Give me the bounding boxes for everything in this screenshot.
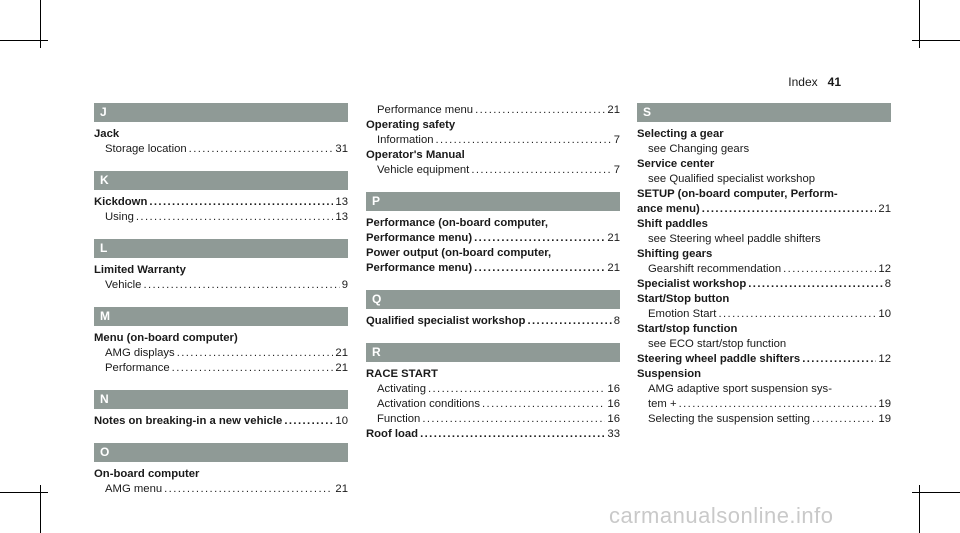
leader-dots (812, 412, 876, 427)
index-entry[interactable] (637, 277, 891, 292)
entry-text: Suspension (637, 368, 702, 380)
index-subentry[interactable] (94, 361, 348, 376)
entry-text: SETUP (on-board computer, Perform- (637, 188, 838, 200)
index-column-3 (637, 103, 891, 427)
entry-text: On-board computer (94, 468, 200, 480)
index-subentry[interactable] (637, 172, 891, 187)
section-letter-bar: S (637, 103, 891, 122)
index-subentry[interactable] (94, 346, 348, 361)
section-letter-bar: M (94, 307, 348, 326)
index-entry[interactable] (366, 314, 620, 329)
index-entry[interactable] (637, 292, 891, 307)
entry-text: Emotion Start (648, 308, 717, 320)
leader-dots (422, 412, 605, 427)
index-subentry[interactable] (637, 382, 891, 397)
index-subentry[interactable] (637, 262, 891, 277)
leader-dots (802, 352, 876, 367)
section-entries (366, 367, 620, 442)
entry-page-number: 21 (607, 262, 620, 274)
entry-text: Gearshift recommendation (648, 263, 782, 275)
index-subentry[interactable] (366, 103, 620, 118)
entry-text: Specialist workshop (637, 278, 747, 290)
leader-dots (471, 163, 611, 178)
index-entry[interactable] (94, 127, 348, 142)
index-subentry[interactable] (637, 307, 891, 322)
index-entry[interactable] (366, 427, 620, 442)
entry-text: Activating (377, 383, 426, 395)
section-entries (94, 127, 348, 157)
index-subentry[interactable] (366, 397, 620, 412)
entry-text: Start/stop function (637, 323, 738, 335)
entry-text: Kickdown (94, 196, 148, 208)
section-entries (94, 414, 348, 429)
entry-page-number: 21 (607, 232, 620, 244)
index-entry[interactable] (637, 367, 891, 382)
entry-text: ance menu) (637, 203, 700, 215)
leader-dots (474, 261, 605, 276)
leader-dots (420, 427, 605, 442)
entry-text: Information (377, 134, 434, 146)
crop-mark (0, 40, 48, 41)
index-entry[interactable] (94, 263, 348, 278)
entry-text: Shift paddles (637, 218, 708, 230)
entry-text: Qualified specialist workshop (366, 315, 526, 327)
leader-dots (172, 361, 334, 376)
entry-text: AMG adaptive sport suspension sys- (648, 383, 832, 395)
index-entry[interactable] (637, 352, 891, 367)
entry-text: Activation conditions (377, 398, 480, 410)
leader-dots (474, 231, 605, 246)
entry-text: Vehicle equipment (377, 164, 470, 176)
section-entries (366, 103, 620, 178)
entry-page-number: 10 (335, 415, 348, 427)
index-entry[interactable] (94, 467, 348, 482)
index-subentry[interactable] (637, 232, 891, 247)
index-entry[interactable] (637, 157, 891, 172)
entry-text: Performance (on-board computer, (366, 217, 549, 229)
index-subentry[interactable] (94, 210, 348, 225)
leader-dots (482, 397, 605, 412)
entry-page-number: 21 (335, 483, 348, 495)
index-entry[interactable] (94, 414, 348, 429)
entry-page-number: 12 (878, 353, 891, 365)
section-letter-bar: J (94, 103, 348, 122)
entry-page-number: 21 (335, 347, 348, 359)
leader-dots (436, 133, 612, 148)
entry-page-number: 21 (335, 362, 348, 374)
entry-text: Performance menu) (366, 232, 473, 244)
entry-page-number: 9 (341, 279, 348, 291)
index-entry[interactable] (366, 231, 620, 246)
entry-text: see Steering wheel paddle shifters (648, 233, 821, 245)
index-entry[interactable] (94, 195, 348, 210)
page-header (788, 75, 841, 89)
entry-text: Limited Warranty (94, 264, 186, 276)
section-letter-bar: R (366, 343, 620, 362)
entry-page-number: 13 (335, 211, 348, 223)
index-subentry[interactable] (366, 382, 620, 397)
entry-text: Roof load (366, 428, 419, 440)
entry-page-number: 16 (607, 383, 620, 395)
index-subentry[interactable] (366, 412, 620, 427)
index-entry[interactable] (637, 187, 891, 202)
header-label: Index (788, 75, 818, 89)
index-subentry[interactable] (94, 482, 348, 497)
leader-dots (527, 314, 611, 329)
section-letter-bar: N (94, 390, 348, 409)
entry-text: Shifting gears (637, 248, 713, 260)
entry-page-number: 31 (335, 143, 348, 155)
section-entries (366, 314, 620, 329)
index-subentry[interactable] (637, 337, 891, 352)
entry-text: Vehicle (105, 279, 142, 291)
entry-text: Steering wheel paddle shifters (637, 353, 801, 365)
index-entry[interactable] (637, 322, 891, 337)
entry-text: see Qualified specialist workshop (648, 173, 816, 185)
index-subentry[interactable] (94, 142, 348, 157)
section-letter-bar: K (94, 171, 348, 190)
index-subentry[interactable] (637, 142, 891, 157)
leader-dots (748, 277, 882, 292)
entry-text: Function (377, 413, 421, 425)
section-entries (637, 127, 891, 427)
entry-text: see Changing gears (648, 143, 750, 155)
entry-page-number: 19 (878, 398, 891, 410)
section-letter-bar: P (366, 192, 620, 211)
leader-dots (284, 414, 333, 429)
entry-text: Performance menu) (366, 262, 473, 274)
entry-text: Selecting a gear (637, 128, 724, 140)
leader-dots (143, 278, 339, 293)
entry-page-number: 21 (607, 104, 620, 116)
entry-text: Operating safety (366, 119, 456, 131)
index-subentry[interactable] (366, 133, 620, 148)
entry-text: AMG menu (105, 483, 163, 495)
entry-text: Service center (637, 158, 715, 170)
section-entries (94, 331, 348, 376)
index-entry[interactable] (366, 246, 620, 261)
entry-page-number: 16 (607, 398, 620, 410)
index-entry[interactable] (637, 217, 891, 232)
entry-text: RACE START (366, 368, 438, 380)
section-entries (366, 216, 620, 276)
entry-page-number: 8 (884, 278, 891, 290)
entry-page-number: 10 (878, 308, 891, 320)
leader-dots (189, 142, 334, 157)
index-entry[interactable] (366, 261, 620, 276)
entry-text: tem + (648, 398, 677, 410)
entry-page-number: 21 (878, 203, 891, 215)
entry-page-number: 13 (335, 196, 348, 208)
entry-page-number: 8 (613, 315, 620, 327)
index-column-1 (94, 103, 348, 497)
index-entry[interactable] (637, 127, 891, 142)
entry-text: Operator's Manual (366, 149, 465, 161)
leader-dots (136, 210, 334, 225)
entry-text: Notes on breaking-in a new vehicle (94, 415, 283, 427)
entry-text: Performance menu (377, 104, 474, 116)
index-entry[interactable] (366, 216, 620, 231)
section-entries (94, 195, 348, 225)
entry-text: see ECO start/stop function (648, 338, 787, 350)
entry-text: Performance (105, 362, 170, 374)
index-entry[interactable] (366, 367, 620, 382)
entry-text: Selecting the suspension setting (648, 413, 811, 425)
crop-mark (0, 492, 48, 493)
index-subentry[interactable] (366, 163, 620, 178)
section-letter-bar: O (94, 443, 348, 462)
entry-page-number: 7 (613, 164, 620, 176)
index-entry[interactable] (637, 202, 891, 217)
entry-text: Using (105, 211, 134, 223)
entry-text: Jack (94, 128, 120, 140)
leader-dots (679, 397, 877, 412)
entry-text: Start/Stop button (637, 293, 730, 305)
leader-dots (428, 382, 605, 397)
leader-dots (177, 346, 334, 361)
entry-text: Menu (on-board computer) (94, 332, 238, 344)
index-subentry[interactable] (94, 278, 348, 293)
watermark: carmanualsonline.info (609, 503, 834, 528)
leader-dots (783, 262, 876, 277)
crop-mark (912, 492, 960, 493)
leader-dots (702, 202, 877, 217)
page-number: 41 (827, 75, 841, 89)
leader-dots (475, 103, 605, 118)
entry-page-number: 16 (607, 413, 620, 425)
entry-page-number: 33 (607, 428, 620, 440)
leader-dots (718, 307, 876, 322)
index-column-2 (366, 103, 620, 442)
crop-mark (912, 40, 960, 41)
entry-text: AMG displays (105, 347, 175, 359)
section-entries (94, 263, 348, 293)
index-entry[interactable] (366, 148, 620, 163)
index-entry[interactable] (94, 331, 348, 346)
section-letter-bar: Q (366, 290, 620, 309)
leader-dots (149, 195, 333, 210)
index-entry[interactable] (637, 247, 891, 262)
leader-dots (164, 482, 333, 497)
index-subentry[interactable] (637, 412, 891, 427)
entry-page-number: 7 (613, 134, 620, 146)
section-entries (94, 467, 348, 497)
entry-text: Storage location (105, 143, 187, 155)
index-entry[interactable] (366, 118, 620, 133)
entry-page-number: 19 (878, 413, 891, 425)
entry-page-number: 12 (878, 263, 891, 275)
index-subentry[interactable] (637, 397, 891, 412)
entry-text: Power output (on-board computer, (366, 247, 552, 259)
section-letter-bar: L (94, 239, 348, 258)
